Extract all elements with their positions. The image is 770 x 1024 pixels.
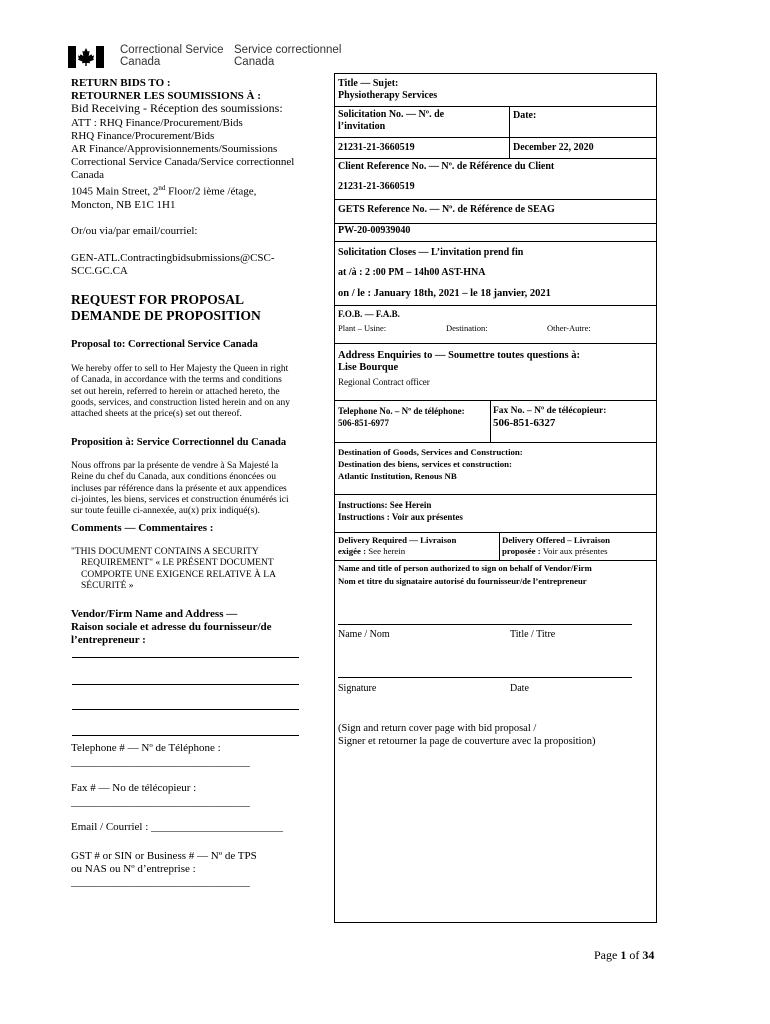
other-label: Other-Autre:: [547, 323, 591, 333]
contact-telephone: Telephone No. – Nº de téléphone: 506-851-6977: [338, 406, 465, 428]
document-title: REQUEST FOR PROPOSAL DEMANDE DE PROPOSITION: [71, 292, 261, 323]
closing-date: on / le : January 18th, 2021 – le 18 janvier, 2021: [338, 288, 551, 299]
title-label: Title / Titre: [510, 629, 556, 640]
solicitation-info-box: [334, 73, 657, 923]
vendor-line-4[interactable]: [72, 735, 299, 736]
vendor-line-3[interactable]: [72, 709, 299, 710]
sign-and-return-note: (Sign and return cover page with bid proposal / Signer et retourner la page de couverture avec la proposition): [338, 723, 596, 747]
letterhead: [68, 44, 488, 74]
signature-label: Signature: [338, 683, 377, 694]
solicitation-no-value: 21231-21-3660519: [338, 142, 415, 153]
security-requirement: "THIS DOCUMENT CONTAINS A SECURITY REQUIREMENT" « LE PRÉSENT DOCUMENT COMPORTE UNE EXIGENCE RELATIVE À LA SÉCURITÉ »: [71, 547, 276, 591]
proposition-a: Proposition à: Service Correctionnel du Canada: [71, 437, 287, 448]
delivery-required: Delivery Required — Livraison exigée : See herein: [338, 535, 457, 556]
name-label: Name / Nom: [338, 629, 390, 640]
gst-label: GST # or SIN or Business # — Nº de TPS ou NAS ou Nº d’entreprise :: [71, 850, 257, 875]
canada-flag-icon: [68, 46, 104, 68]
contact-role: Regional Contract officer: [338, 377, 430, 387]
solicitation-no-label: Solicitation No. — Nº. de l’invitation: [338, 109, 445, 132]
date-signed-label: Date: [510, 683, 529, 694]
gst-field[interactable]: ______________________________________: [71, 877, 250, 888]
instructions: Instructions: See Herein Instructions : Voir aux présentes: [338, 500, 463, 522]
contact-fax: Fax No. – Nº de télécopieur: 506-851-6327: [493, 406, 607, 429]
org-name-en: Correctional Service Canada: [120, 44, 224, 68]
street-address: 1045 Main Street, 2nd Floor/2 ième /étage,: [71, 184, 257, 198]
fob-label: F.O.B. — F.A.B.: [338, 309, 400, 319]
closing-time: at /à : 2 :00 PM – 14h00 AST-HNA: [338, 267, 486, 278]
vendor-name-label: Vendor/Firm Name and Address — Raison sociale et adresse du fournisseur/de l’entrepreneur :: [71, 608, 272, 646]
fax-label: Fax # — No de télécopieur :: [71, 782, 197, 794]
client-reference-value: 21231-21-3660519: [338, 181, 415, 192]
title-field: Title — Sujet: Physiotherapy Services: [338, 78, 438, 101]
address-enquiries: Address Enquiries to — Soumettre toutes questions à: Lise Bourque: [338, 350, 581, 373]
gets-reference-value: PW-20-00939040: [338, 225, 411, 236]
bid-email-address: GEN-ATL.Contractingbidsubmissions@CSC- SCC.GC.CA: [71, 252, 275, 277]
telephone-field[interactable]: ______________________________________: [71, 757, 250, 768]
fax-field[interactable]: ______________________________________: [71, 797, 250, 808]
email-field[interactable]: Email / Courriel : ________________________: [71, 821, 284, 833]
plant-label: Plant – Usine:: [338, 323, 387, 333]
bid-receiving: Bid Receiving - Réception des soumissions:: [71, 101, 283, 115]
proposal-to: Proposal to: Correctional Service Canada: [71, 339, 258, 350]
comments-heading: Comments — Commentaires :: [71, 522, 214, 534]
gets-reference-label: GETS Reference No. — Nº. de Référence de SEAG: [338, 204, 555, 215]
return-bids-to: RETURN BIDS TO : RETOURNER LES SOUMISSIONS À :: [71, 77, 261, 102]
date-label: Date:: [513, 110, 537, 121]
return-address: ATT : RHQ Finance/Procurement/Bids RHQ Finance/Procurement/Bids AR Finance/Approvisionnements/Soumissions Correctional Service Canada/Service correctionnel Canada 1045 Main Street, 2nd Floor/2 ième /étage, Moncton, NB E1C 1H1: [71, 117, 295, 211]
offer-text-fr: Nous offrons par la présente de vendre à Sa Majesté la Reine du chef du Canada, aux conditions énoncées ou incluses par référence dans la présente et aux appendices ci-jointes, les biens, services et construction énumérés ici sur toute feuille ci-annexée, au(x) prix indiqué(s).: [71, 461, 289, 517]
vendor-line-2[interactable]: [72, 684, 299, 685]
solicitation-closes-label: Solicitation Closes — L’invitation prend fin: [338, 247, 524, 258]
destination-of-goods: Destination of Goods, Services and Construction: Destination des biens, services et construction: Atlantic Institution, Renous NB: [338, 447, 523, 481]
page-number: Page 1 of 34: [594, 948, 655, 962]
signature-line[interactable]: [338, 677, 632, 678]
destination-label: Destination:: [446, 323, 488, 333]
telephone-label: Telephone # — Nº de Téléphone :: [71, 742, 221, 754]
via-email-label: Or/ou via/par email/courriel:: [71, 225, 198, 237]
name-title-line[interactable]: [338, 624, 632, 625]
offer-text-en: We hereby offer to sell to Her Majesty the Queen in right of Canada, in accordance with the terms and conditions set out herein, referred to herein or attached hereto, the goods, services, and construction listed herein and on any attached sheets at the price(s) set out thereof.: [71, 364, 290, 420]
client-reference-label: Client Reference No. — Nº. de Référence du Client: [338, 161, 555, 172]
date-value: December 22, 2020: [513, 142, 594, 153]
vendor-line-1[interactable]: [72, 657, 299, 658]
delivery-offered: Delivery Offered – Livraison proposée : Voir aux présentes: [502, 535, 611, 556]
org-name-fr: Service correctionnel Canada: [234, 44, 342, 68]
authorized-signatory-label: Name and title of person authorized to sign on behalf of Vendor/Firm Nom et titre du signataire autorisé du fournisseur/de l’entrepreneur: [338, 563, 592, 586]
